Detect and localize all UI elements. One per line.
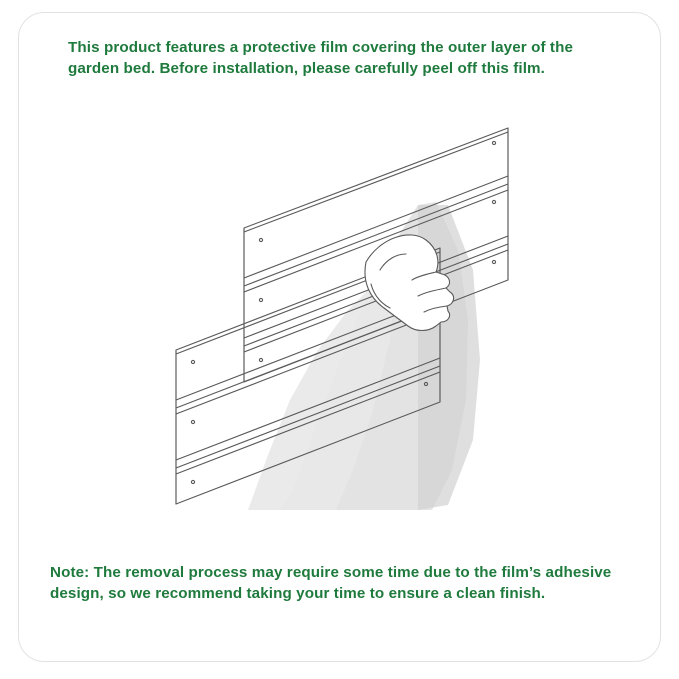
- garden-bed-diagram-svg: [18, 110, 661, 550]
- illustration-container: [18, 110, 661, 550]
- bottom-note-text: Note: The removal process may require some time due to the film’s adhesive design, so we recommend taking your time to ensure a clean finish.: [50, 564, 612, 602]
- protective-film-sheet: [248, 202, 480, 510]
- top-instruction-text: This product features a protective film covering the outer layer of the garden bed. Before installation, please carefully peel off this film.: [68, 39, 574, 77]
